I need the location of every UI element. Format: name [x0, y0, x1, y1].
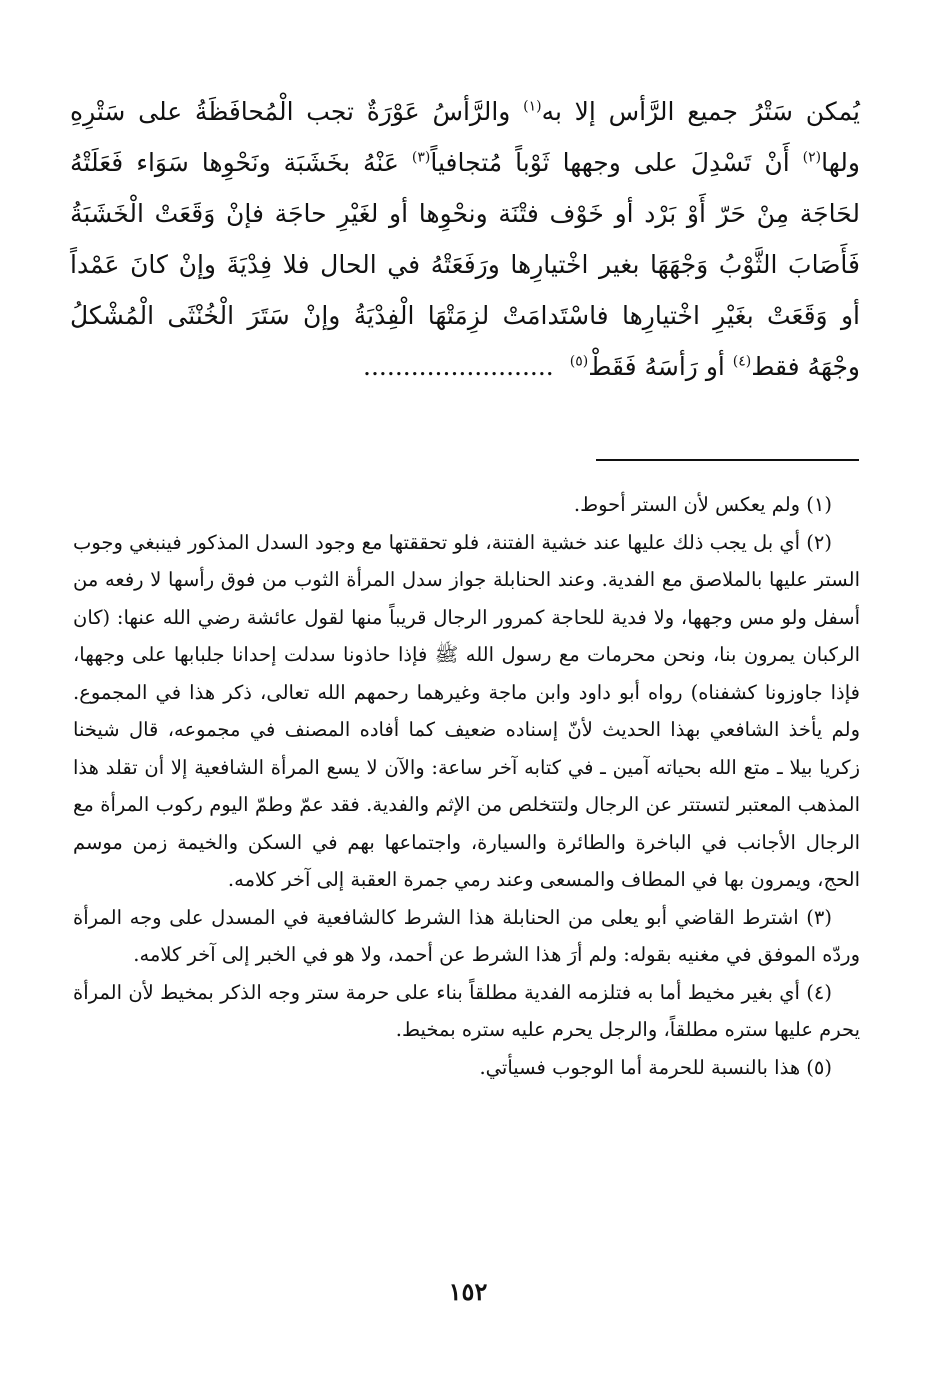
- main-text-line: أو وَقَعَتْ بغَيْرِ اخْتيارِها فاسْتَدامَتْ لزِمَتْهَا الْفِدْيَةُ وإنْ سَتَرَ الْخُنْثَى الْمُشْكلُ: [70, 301, 860, 330]
- footnote-ref: (١): [523, 98, 542, 115]
- main-text-block: [70, 86, 860, 392]
- main-text-line: ولها$^{(٢)}$ أَنْ تَسْدِلَ على وجهها ثَوْباً مُتجافياً$^{(٣)}$ عَنْهُ بخَشَبَة ونَحْوِها سَوَاء فَعَلَتْهُ: [70, 148, 860, 177]
- ellipsis-dots: ........................: [363, 352, 554, 381]
- footnote-1: (١) ولم يعكس لأن الستر أحوط.: [573, 493, 832, 516]
- main-text-line: وجْهَهُ فقط$^{(٤)}$ أو رَأسَهُ فَقَطْ$^{(٥)}$........................: [363, 352, 860, 381]
- main-text-line: فَأَصَابَ الثَّوْبُ وَجْهَهَا بغير اخْتيارِها ورَفَعَتْهُ في الحال فلا فِدْيَةَ وإنْ كانَ عَمْداً: [70, 250, 860, 279]
- footnote-2: (٢) أي بل يجب ذلك عليها عند خشية الفتنة، فلو تحققتها مع وجود السدل المذكور فينبغي وجوب الستر عليها بالملاصق مع الفدية. وعند الحنابلة جواز سدل المرأة الثوب من فوق رأسها لا رفعه من أسفل ولو مس وجهها، ولا فدية للحاجة كمرور الرجال قريباً منها لقول عائشة رضي الله عنها: (كان الركبان يمرون بنا، ونحن محرمات مع رسول الله ﷺ فإذا حاذونا سدلت إحدانا جلبابها على وجهها، فإذا جاوزونا كشفناه) رواه أبو داود وابن ماجة وغيرهما رحمهم الله تعالى، ذكر هذا في المجموع. ولم يأخذ الشافعي بهذا الحديث لأنّ إسناده ضعيف كما أفاده المصنف في مجموعه، قال شيخنا زكريا بيلا ـ متع الله بحياته آمين ـ في كتابه آخر ساعة: والآن لا يسع المرأة الشافعية إلا أن تقلد هذا المذهب المعتبر لتستتر عن الرجال ولتتخلص من الإثم والفدية. فقد عمّ وطمّ اليوم ركوب المرأة مع الرجال الأجانب في الباخرة والطائرة والسيارة، واجتماعها بهم في السكن والخيمة زمن موسم الحج، ويمرون بها في المطاف والمسعى وعند رمي جمرة العقبة إلى آخر كلامه.: [73, 530, 860, 891]
- footnote-ref: (٣): [411, 149, 431, 166]
- footnote-3: (٣) اشترط القاضي أبو يعلى من الحنابلة هذا الشرط كالشافعية في المسدل على وجه المرأة وردّه الموفق في مغنيه بقوله: ولم أرَ هذا الشرط عن أحمد، ولا هو في الخبر إلى آخر كلامه.: [73, 905, 860, 966]
- footnote-ref: (٢): [802, 149, 822, 166]
- main-text-line: لحَاجَة مِنْ حَرّ أَوْ بَرْد أو خَوْف فتْنَة ونحْوِها أو لغَيْرِ حاجَة فإنْ وَقَعَتْ الْخَشَبَةُ: [70, 199, 860, 228]
- footnote-4: (٤) أي بغير مخيط أما به فتلزمه الفدية مطلقاً بناء على حرمة ستر وجه الذكر بمخيط لأن المرأة يحرم عليها ستره مطلقاً، والرجل يحرم عليه ستره بمخيط.: [73, 980, 860, 1041]
- footnote-ref: (٥): [569, 353, 589, 370]
- page-number: ١٥٢: [448, 1277, 488, 1306]
- footnotes-block: [73, 486, 860, 1086]
- main-text-line: يُمكن سَتْرُ جميع الرَّأس إلا به$^{(١)}$ والرَّأسُ عَوْرَةٌ تجب الْمُحافَظَةُ على سَتْرِهِ: [70, 97, 860, 126]
- footnote-5: (٥) هذا بالنسبة للحرمة أما الوجوب فسيأتي.: [479, 1055, 832, 1079]
- footnote-ref: (٤): [732, 353, 752, 370]
- footnote-separator: [596, 459, 859, 461]
